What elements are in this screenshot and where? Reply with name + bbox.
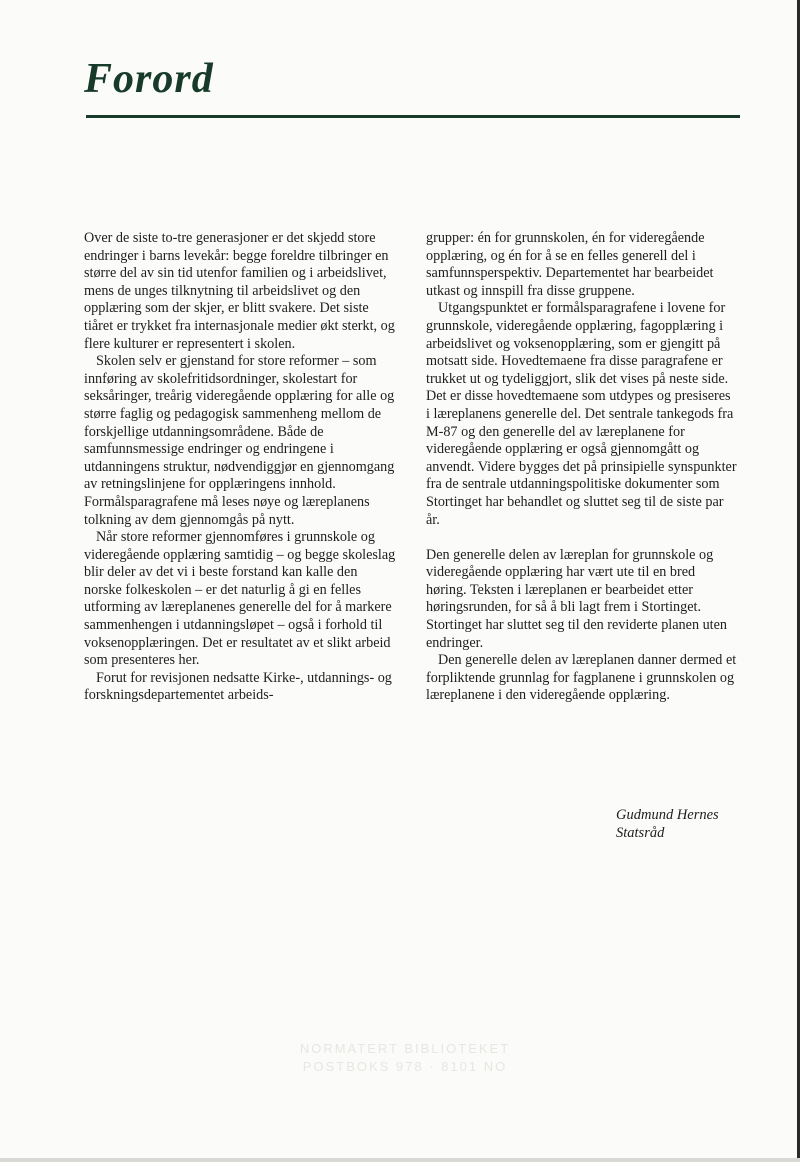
right-paragraph-1: grupper: én for grunnskolen, én for videregående opplæring, og én for å se en felles generell del i samfunnsperspektiv. Departementet har bearbeidet utkast og innspill fra disse gruppene.: [426, 230, 714, 299]
title-rule: [86, 115, 740, 118]
page-title: Forord: [84, 56, 214, 102]
stamp-line-1: NORMATERT BIBLIOTEKET: [299, 1041, 511, 1056]
left-paragraph-2: Skolen selv er gjenstand for store reformer – som innføring av skolefritidsordninger, skolestart for seksåringer, treårig videregående opplæring for alle og større faglig og pedagogisk sammenheng mellom de forskjellige utdanningsområdene. Både de samfunnsmessige endringer og endringene i utdanningens struktur, nødvendiggjør en gjennomgang av retningslinjene for opplæringens innhold. Formålsparagrafene må leses nøye og læreplanens tolkning av dem gjennomgås på nytt.: [84, 353, 395, 528]
library-stamp: [295, 1040, 515, 1076]
left-column: [84, 230, 396, 705]
signature: [616, 806, 719, 842]
right-paragraph-4: Den generelle delen av læreplanen danner dermed et forpliktende grunnlag for fagplanene i grunnskolen og læreplanene i den videregående opplæring.: [426, 652, 737, 704]
right-paragraph-3: Den generelle delen av læreplan for grunnskole og videregående opplæring har vært ute til en bred høring. Teksten i læreplanen er bearbeidet etter høringsrunden, for så å bli lagt frem i Stortinget. Stortinget har sluttet seg til den reviderte planen uten endringer.: [426, 546, 728, 651]
right-column: [426, 230, 738, 705]
left-paragraph-3: Når store reformer gjennomføres i grunnskole og videregående opplæring samtidig – og begge skoleslag blir deler av det vi i beste forstand kan kalle den norske folkeskolen – er det naturlig å gi en felles utforming av læreplanenes generelle del for å markere sammenhengen i utdanningsløpet – også i forhold til voksenopplæringen. Det er resultatet av et slikt arbeid som presenteres her.: [84, 529, 396, 669]
stamp-line-2: POSTBOKS 978 · 8101 NO: [302, 1059, 508, 1074]
right-paragraph-2: Utgangspunktet er formålsparagrafene i lovene for grunnskole, videregående opplæring, fagopplæring i arbeidslivet og voksenopplæring, som er gjengitt på motsatt side. Hovedtemaene fra disse paragrafene er trukket ut og tydeliggjort, slik det vises på neste side. Det er disse hovedtemaene som utdypes og presiseres i læreplanens generelle del. Det sentrale tankegods fra M-87 og den generelle del av læreplanene for videregående opplæring er også gjennomgått og anvendt. Videre bygges det på prinsipielle synspunkter fra de sentrale utdanningspolitiske dokumenter som Stortinget har behandlet og sluttet seg til de siste par år.: [426, 300, 737, 528]
signature-name: Gudmund Hernes: [616, 807, 719, 823]
left-paragraph-1: Over de siste to-tre generasjoner er det skjedd store endringer i barns levekår: begge foreldre tilbringer en større del av sin tid utenfor familien og i arbeidslivet, mens de unges tilknytning til arbeidslivet og den opplæring som der skjer, er blitt svakere. Det siste tiåret er trykket fra internasjonale medier økt sterkt, og flere kulturer er representert i skolen.: [84, 230, 395, 352]
left-paragraph-4: Forut for revisjonen nedsatte Kirke-, utdannings- og forskningsdepartementet arbeids-: [84, 669, 392, 704]
signature-position: Statsråd: [616, 825, 665, 841]
page-bottom-edge: [0, 1158, 800, 1162]
